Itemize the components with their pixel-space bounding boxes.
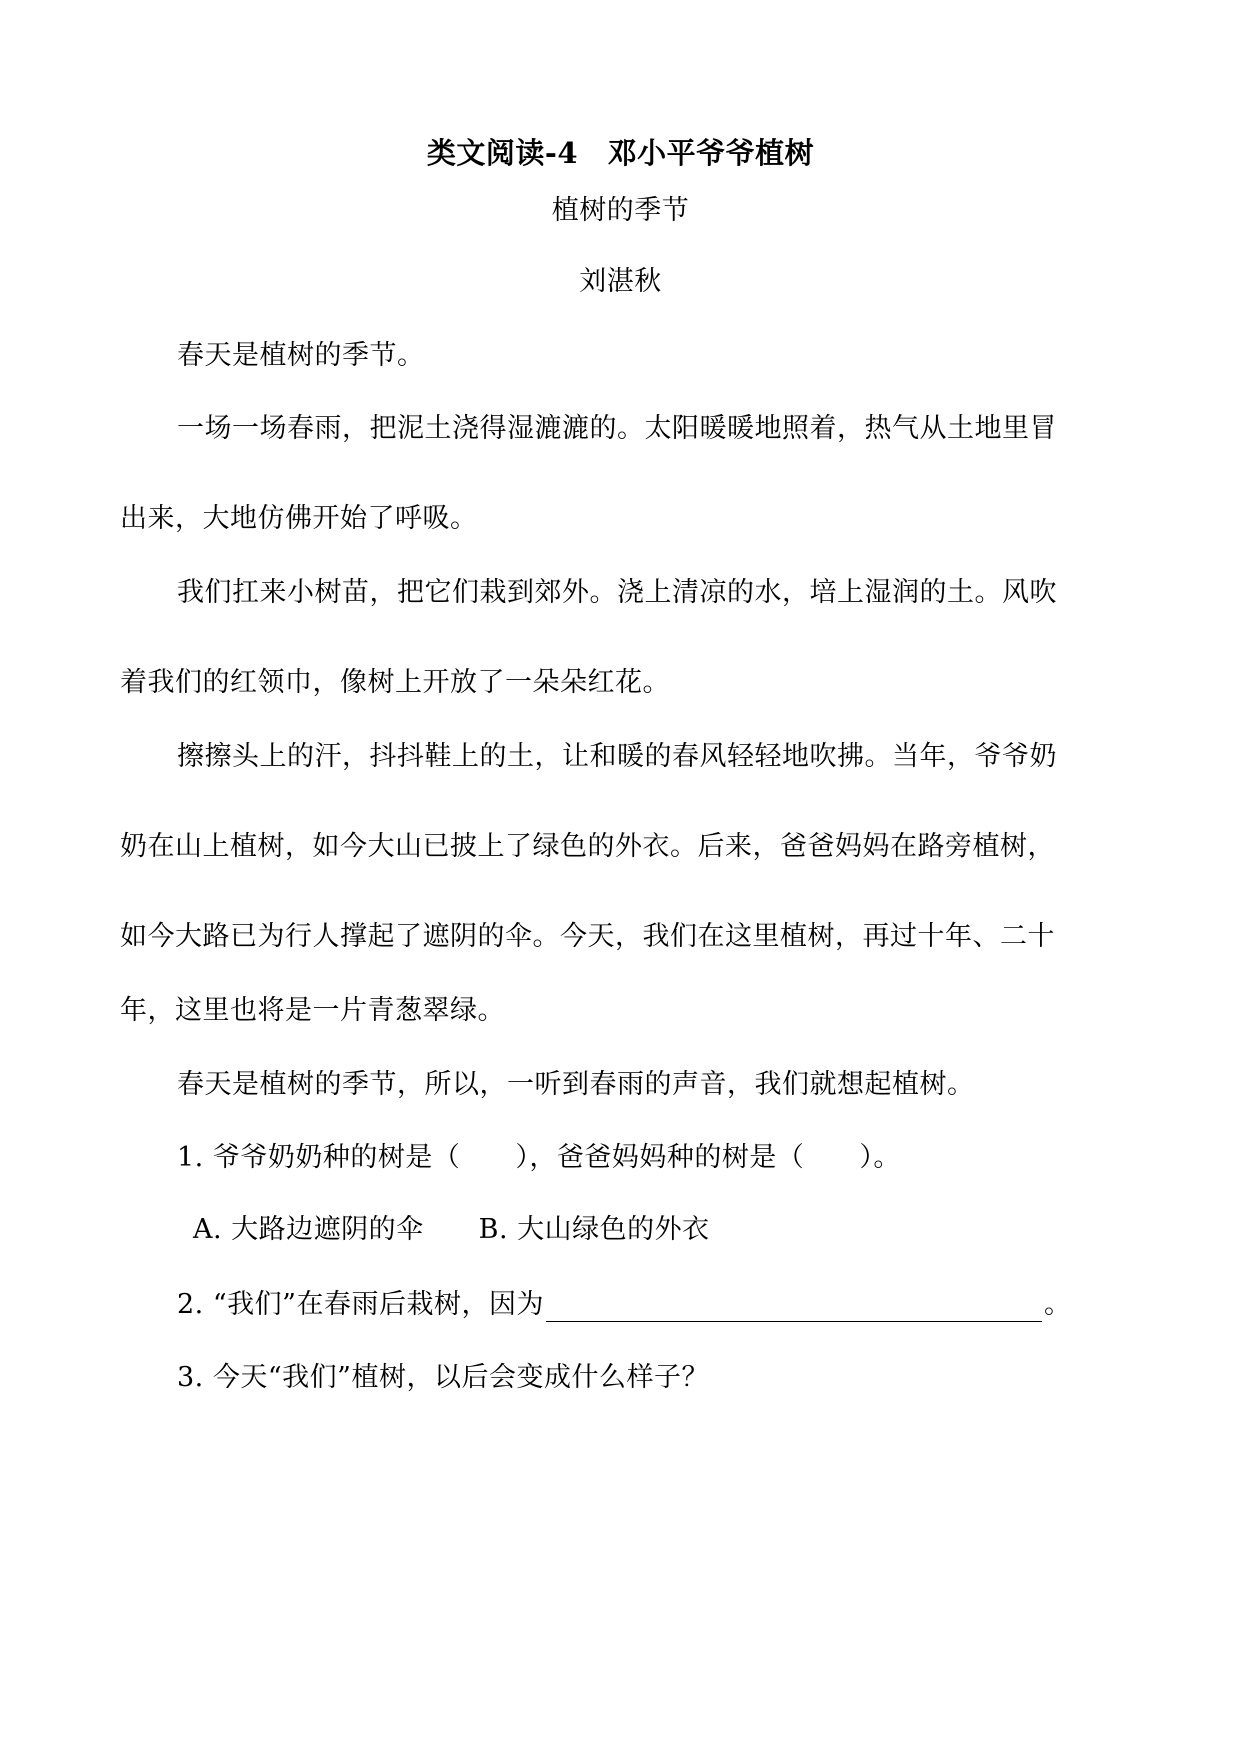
paragraph-line: 春天是植树的季节，所以，一听到春雨的声音，我们就想起植树。 bbox=[177, 1069, 975, 1100]
article-author: 刘湛秋 bbox=[579, 266, 662, 297]
paragraph-line: 年，这里也将是一片青葱翠绿。 bbox=[120, 995, 505, 1026]
question-3: 3. 今天“我们”植树，以后会变成什么样子？ bbox=[177, 1362, 709, 1393]
paragraph-line: 春天是植树的季节。 bbox=[177, 340, 425, 371]
paragraph-line: 我们扛来小树苗，把它们栽到郊外。浇上清凉的水，培上湿润的土。风吹 bbox=[177, 577, 1057, 608]
question-2 bbox=[177, 1288, 1071, 1322]
question-2-end: 。 bbox=[1043, 1289, 1072, 1320]
paragraph-line: 出来，大地仿佛开始了呼吸。 bbox=[120, 503, 478, 534]
paragraph-line: 着我们的红领巾，像树上开放了一朵朵红花。 bbox=[120, 667, 670, 698]
article-title: 植树的季节 bbox=[551, 195, 690, 226]
answer-blank[interactable] bbox=[546, 1291, 1042, 1322]
paragraph-line: 一场一场春雨，把泥土浇得湿漉漉的。太阳暖暖地照着，热气从土地里冒 bbox=[177, 413, 1057, 444]
paragraph-line: 奶在山上植树，如今大山已披上了绿色的外衣。后来，爸爸妈妈在路旁植树， bbox=[120, 831, 1055, 862]
paragraph-line: 如今大路已为行人撑起了遮阴的伞。今天，我们在这里植树，再过十年、二十 bbox=[120, 921, 1055, 952]
paragraph-line: 擦擦头上的汗，抖抖鞋上的土，让和暖的春风轻轻地吹拂。当年，爷爷奶 bbox=[177, 741, 1057, 772]
question-1-options: A. 大路边遮阴的伞 B. 大山绿色的外衣 bbox=[193, 1214, 710, 1245]
worksheet-title: 类文阅读-4 邓小平爷爷植树 bbox=[426, 136, 815, 170]
question-1: 1. 爷爷奶奶种的树是（ ），爸爸妈妈种的树是（ ）。 bbox=[177, 1142, 901, 1173]
question-2-text: 2. “我们”在春雨后栽树，因为 bbox=[177, 1289, 544, 1320]
